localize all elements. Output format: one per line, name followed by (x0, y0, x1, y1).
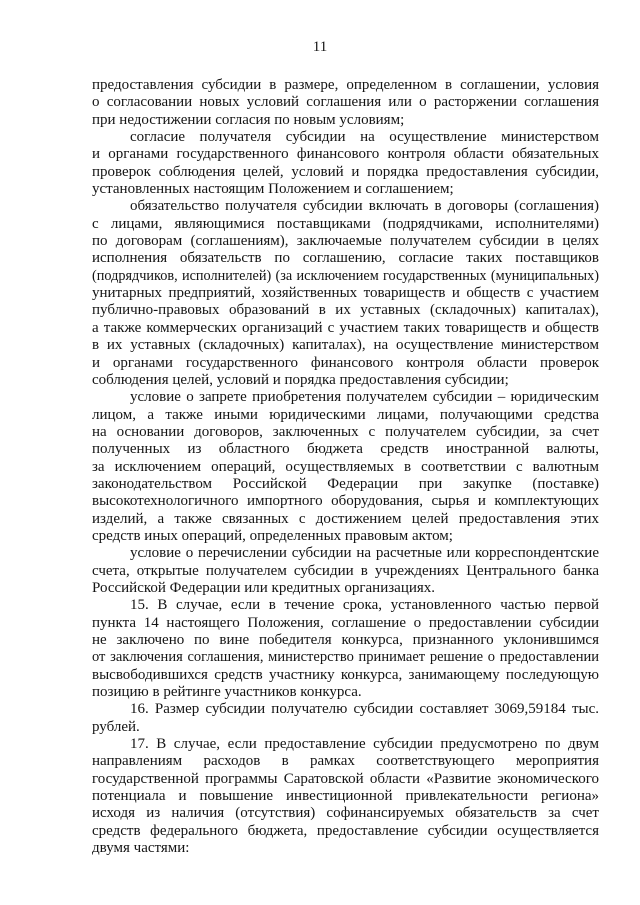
text-line: при недостижении согласия по новым условиям; (92, 111, 405, 128)
text-line: предоставления субсидии в размере, определенном в соглашении, условия (92, 77, 599, 93)
text-line: законодательством Российской Федерации при закупке (поставке) (92, 475, 599, 492)
text-line: полученных из областного бюджета средств иностранной валюты, (92, 441, 599, 458)
text-line: о согласовании новых условий соглашения или о расторжении соглашения (92, 94, 599, 111)
text-line: в их уставных (складочных) капиталах), на осуществление министерством (92, 337, 599, 354)
text-line: с лицами, являющимися поставщиками (подрядчиками, исполнителями) (92, 215, 599, 232)
page-number: 11 (312, 39, 328, 55)
paragraph (92, 129, 599, 198)
text-line: пункта 14 настоящего Положения, соглашение о предоставлении субсидии (92, 614, 599, 631)
text-line: исходя из наличия (отсутствия) софинансируемых обязательств за счет (92, 805, 599, 822)
paragraph (92, 389, 599, 545)
document-body (92, 77, 599, 857)
text-line: позицию в рейтинге участников конкурса. (92, 684, 362, 701)
text-line: и органами государственного финансового контроля области обязательных (92, 146, 599, 163)
text-line: лицом, а также иными юридическими лицами, получающими средства (92, 406, 599, 423)
text-line: обязательство получателя субсидии включать в договоры (соглашения) (130, 198, 599, 215)
paragraph (92, 198, 599, 389)
paragraph (92, 701, 599, 736)
text-line: а также коммерческих организаций с участием таких товариществ и обществ (92, 319, 599, 336)
text-line: 15. В случае, если в течение срока, установленного частью первой (130, 597, 599, 614)
text-line: Российской Федерации или кредитных организациях. (92, 579, 436, 596)
text-line: средств иных операций, определенных правовым актом; (92, 527, 453, 544)
text-line: и органами государственного финансового контроля области проверок (92, 354, 599, 371)
text-line: рублей. (92, 718, 140, 735)
text-line: на основании договоров, заключенных с получателем субсидии, за счет (92, 423, 599, 440)
paragraph (92, 77, 599, 129)
text-line: согласие получателя субсидии на осуществление министерством (130, 129, 599, 146)
text-line: исполнения обязательств по соглашению, согласие таких поставщиков (92, 250, 599, 267)
text-line: средств федерального бюджета, предоставление субсидии осуществляется (92, 822, 599, 839)
text-line: публично-правовых образований в их уставных (складочных) капиталах), (92, 302, 599, 319)
text-line: высокотехнологичного импортного оборудования, сырья и комплектующих (92, 493, 599, 510)
text-line: потенциала и повышение инвестиционной привлекательности региона» (92, 788, 599, 805)
text-line: от заключения соглашения, министерство принимает решение о предоставлении (92, 649, 599, 666)
text-line: высвободившихся средств участнику конкурса, занимающему последующую (92, 666, 599, 683)
text-line: установленных настоящим Положением и соглашением; (92, 181, 454, 198)
text-line: условие о перечислении субсидии на расчетные или корреспондентские (130, 545, 599, 562)
text-line: за исключением операций, осуществляемых в соответствии с валютным (92, 458, 599, 475)
text-line: условие о запрете приобретения получателем субсидии – юридическим (130, 389, 599, 406)
text-line: счета, открытые получателем субсидии в учреждениях Центрального банка (92, 562, 599, 579)
text-line: не заключено по вине победителя конкурса, признанного уклонившимся (92, 632, 599, 648)
paragraph (92, 597, 599, 701)
text-line: двумя частями: (92, 840, 190, 857)
text-line: 16. Размер субсидии получателю субсидии составляет 3069,59184 тыс. (130, 701, 599, 718)
text-line: по договорам (соглашениям), заключаемые получателем субсидии в целях (92, 233, 599, 250)
paragraph (92, 736, 599, 857)
text-line: соблюдения целей, условий и порядка предоставления субсидии; (92, 371, 509, 388)
text-line: (подрядчиков, исполнителей) (за исключением государственных (муниципальных) (92, 267, 599, 284)
text-line: 17. В случае, если предоставление субсидии предусмотрено по двум (130, 736, 599, 753)
text-line: изделий, а также связанных с достижением целей предоставления этих (92, 510, 599, 527)
text-line: направлениям расходов в рамках соответствующего мероприятия (92, 753, 599, 770)
text-line: проверок соблюдения целей, условий и порядка предоставления субсидии, (92, 163, 599, 180)
text-line: государственной программы Саратовской области «Развитие экономического (92, 770, 599, 787)
text-line: унитарных предприятий, хозяйственных товариществ и обществ с участием (92, 285, 599, 302)
paragraph (92, 545, 599, 597)
